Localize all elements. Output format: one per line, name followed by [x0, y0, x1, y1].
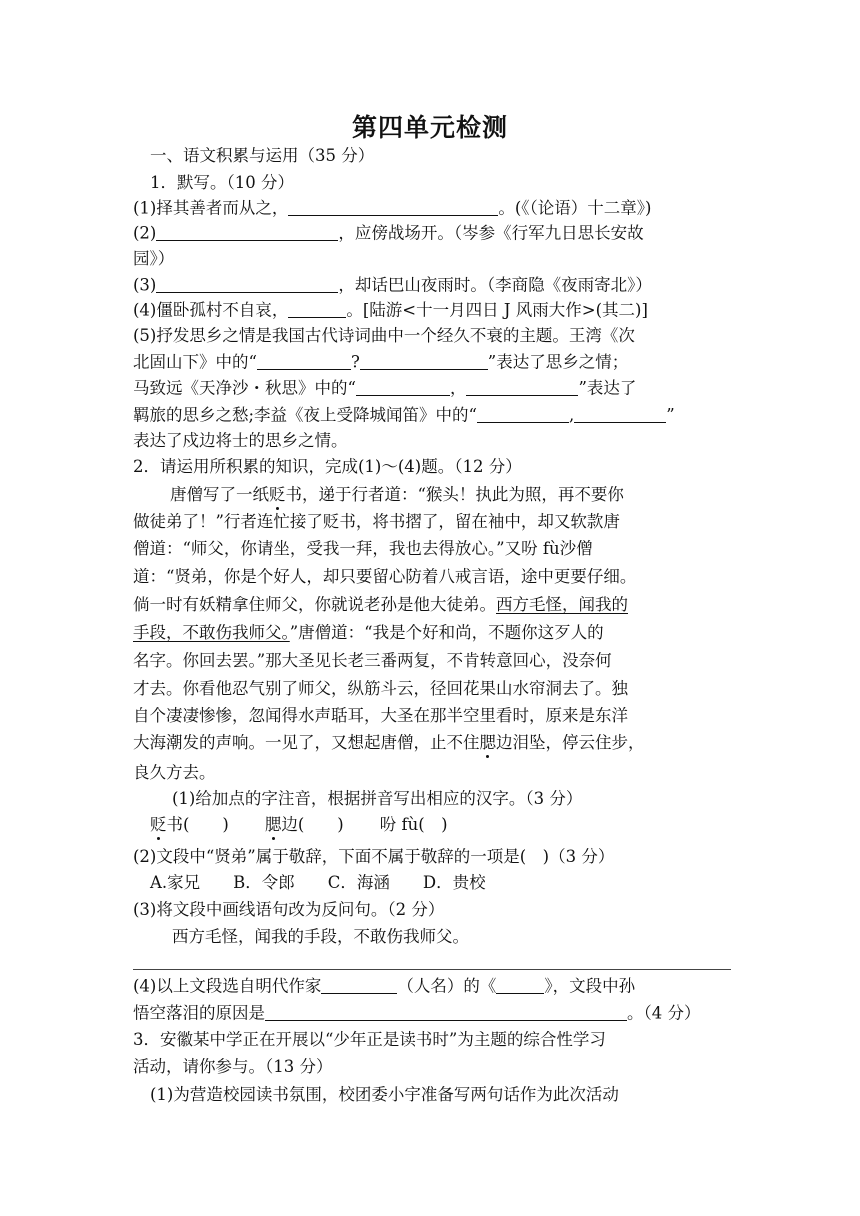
dotted-char: 贬 — [269, 485, 286, 504]
answer-blank[interactable] — [466, 378, 578, 396]
answer-blank[interactable] — [360, 352, 488, 370]
question-1-heading: 1．默写。（10 分） — [150, 173, 294, 192]
passage-line — [133, 623, 733, 643]
dotted-char: 腮 — [479, 733, 496, 752]
sub-question-1: (1)给加点的字注音，根据拼音写出相应的汉字。（3 分） — [172, 789, 583, 808]
text: 唐僧写了一纸 — [170, 485, 269, 504]
q1-line-4 — [133, 275, 733, 295]
q1-line-10: 表达了戍边将士的思乡之情。 — [133, 431, 348, 450]
text: (1)择其善者而从之， — [133, 198, 289, 218]
question-3-line-2: 活动，请你参与。（13 分） — [133, 1057, 333, 1076]
text: ”唐僧道：“我是个好和尚，不题你这歹人的 — [289, 623, 604, 642]
text: 大海潮发的声响。一见了，又想起唐僧，止不住 — [133, 733, 480, 752]
underlined-sentence: 手段，不敢伤我师父。 — [133, 623, 290, 642]
passage-line: 僧道：“师父，你请坐，受我一拜，我也去得放心。”又吩 fù沙僧 — [133, 539, 593, 558]
text: (4)僵卧孤村不自哀， — [133, 300, 289, 320]
question-2-heading: 2．请运用所积累的知识，完成(1)～(4)题。（12 分） — [133, 457, 522, 476]
passage-line: 良久方去。 — [133, 763, 216, 782]
text: (4)以上文段选自明代作家 — [133, 976, 322, 996]
text: ? — [350, 352, 360, 372]
text: ，却话巴山夜雨时。（李商隐《夜雨寄北》） — [338, 275, 652, 295]
q1-line-5 — [133, 300, 733, 320]
answer-blank[interactable] — [257, 352, 351, 370]
answer-options: A.家兄 B．令郎 C．海涵 D．贵校 — [150, 873, 486, 892]
sub-question-2: (2)文段中“贤弟”属于敬辞，下面不属于敬辞的一项是( )（3 分） — [133, 847, 615, 866]
rewrite-sentence: 西方毛怪，闻我的手段，不敢伤我师父。 — [172, 927, 469, 946]
question-3-line-1: 3．安徽某中学正在开展以“少年正是读书时”为主题的综合性学习 — [133, 1030, 606, 1049]
answer-slot[interactable]: 吩 fù( ) — [379, 815, 448, 834]
answer-blank[interactable] — [574, 405, 666, 423]
dotted-char: 腮 — [264, 815, 282, 834]
dotted-char: 贬 — [150, 815, 167, 834]
answer-blank[interactable] — [156, 223, 338, 241]
answer-slot[interactable]: 书( ) — [166, 815, 229, 834]
text: ”表达了 — [578, 378, 637, 398]
text: ” — [666, 405, 675, 425]
answer-blank[interactable] — [156, 275, 338, 293]
sub-question-4 — [133, 976, 733, 996]
text: 。（4 分） — [627, 1003, 701, 1023]
answer-blank[interactable] — [496, 976, 544, 994]
text: 。[陆游<十一月四日 J 风雨大作>(其二)] — [346, 300, 648, 320]
text: 。(《（论语）十二章》) — [498, 198, 652, 218]
passage-line — [133, 595, 733, 615]
text: （人名）的《 — [397, 976, 497, 996]
text: 马致远《天净沙・秋思》中的“ — [133, 378, 356, 398]
text: 边泪坠，停云住步， — [496, 733, 645, 752]
sub-question-3: (3)将文段中画线语句改为反问句。（2 分） — [133, 900, 445, 919]
answer-line[interactable] — [133, 969, 731, 970]
text: (2) — [133, 223, 157, 243]
passage-line: 名字。你回去罢。”那大圣见长老三番两复，不肯转意回心，没奈何 — [133, 651, 612, 670]
pinyin-items — [150, 815, 750, 835]
text: ，应傍战场开。（岑参《行军九日思长安故 — [338, 223, 644, 243]
text: ， — [449, 378, 467, 398]
passage-line — [133, 733, 733, 753]
text: 倘一时有妖精拿住师父，你就说老孙是他大徒弟。 — [133, 595, 496, 614]
text: , — [569, 405, 575, 425]
question-3-line-3: (1)为营造校园读书氛围，校团委小宇准备写两句话作为此次活动 — [150, 1085, 619, 1104]
underlined-sentence: 西方毛怪，闻我的 — [496, 595, 628, 614]
q1-line-6: (5)抒发思乡之情是我国古代诗词曲中一个经久不衰的主题。王湾《次 — [133, 326, 635, 345]
text: 羁旅的思乡之愁;李益《夜上受降城闻笛》中的“ — [133, 405, 477, 425]
text: ”表达了思乡之情； — [487, 352, 629, 372]
passage-line — [170, 485, 770, 505]
q1-line-2 — [133, 223, 733, 243]
q1-line-9 — [133, 405, 733, 425]
answer-blank[interactable] — [356, 378, 450, 396]
passage-line: 自个凄凄惨惨，忽闻得水声聒耳，大圣在那半空里看时，原来是东洋 — [133, 706, 628, 725]
text: 北固山下》中的“ — [133, 352, 257, 372]
text: 书，递于行者道：“猴头！执此为照，再不要你 — [285, 485, 624, 504]
sub-question-4-line-2 — [133, 1003, 733, 1023]
q1-line-1 — [133, 198, 733, 218]
passage-line: 道：“贤弟，你是个好人，却只要留心防着八戒言语，途中更要仔细。 — [133, 567, 637, 586]
answer-slot[interactable]: 边( ) — [281, 815, 344, 834]
answer-blank[interactable] — [265, 1003, 627, 1021]
text: 悟空落泪的原因是 — [133, 1003, 265, 1023]
section-heading: 一、语文积累与运用（35 分） — [150, 146, 375, 165]
passage-line: 才去。你看他忍气别了师父，纵筋斗云，径回花果山水帘洞去了。独 — [133, 679, 628, 698]
page-title: 第四单元检测 — [351, 113, 508, 142]
answer-blank[interactable] — [321, 976, 397, 994]
answer-blank[interactable] — [477, 405, 569, 423]
answer-blank[interactable] — [288, 300, 346, 318]
text: 》，文段中孙 — [544, 976, 636, 996]
passage-line: 做徒弟了！”行者连忙接了贬书，将书摺了，留在袖中，却又软款唐 — [133, 512, 620, 531]
q1-line-3: 园》） — [133, 249, 175, 268]
q1-line-7 — [133, 352, 733, 372]
text: (3) — [133, 275, 157, 295]
answer-blank[interactable] — [288, 198, 498, 216]
q1-line-8 — [133, 378, 733, 398]
